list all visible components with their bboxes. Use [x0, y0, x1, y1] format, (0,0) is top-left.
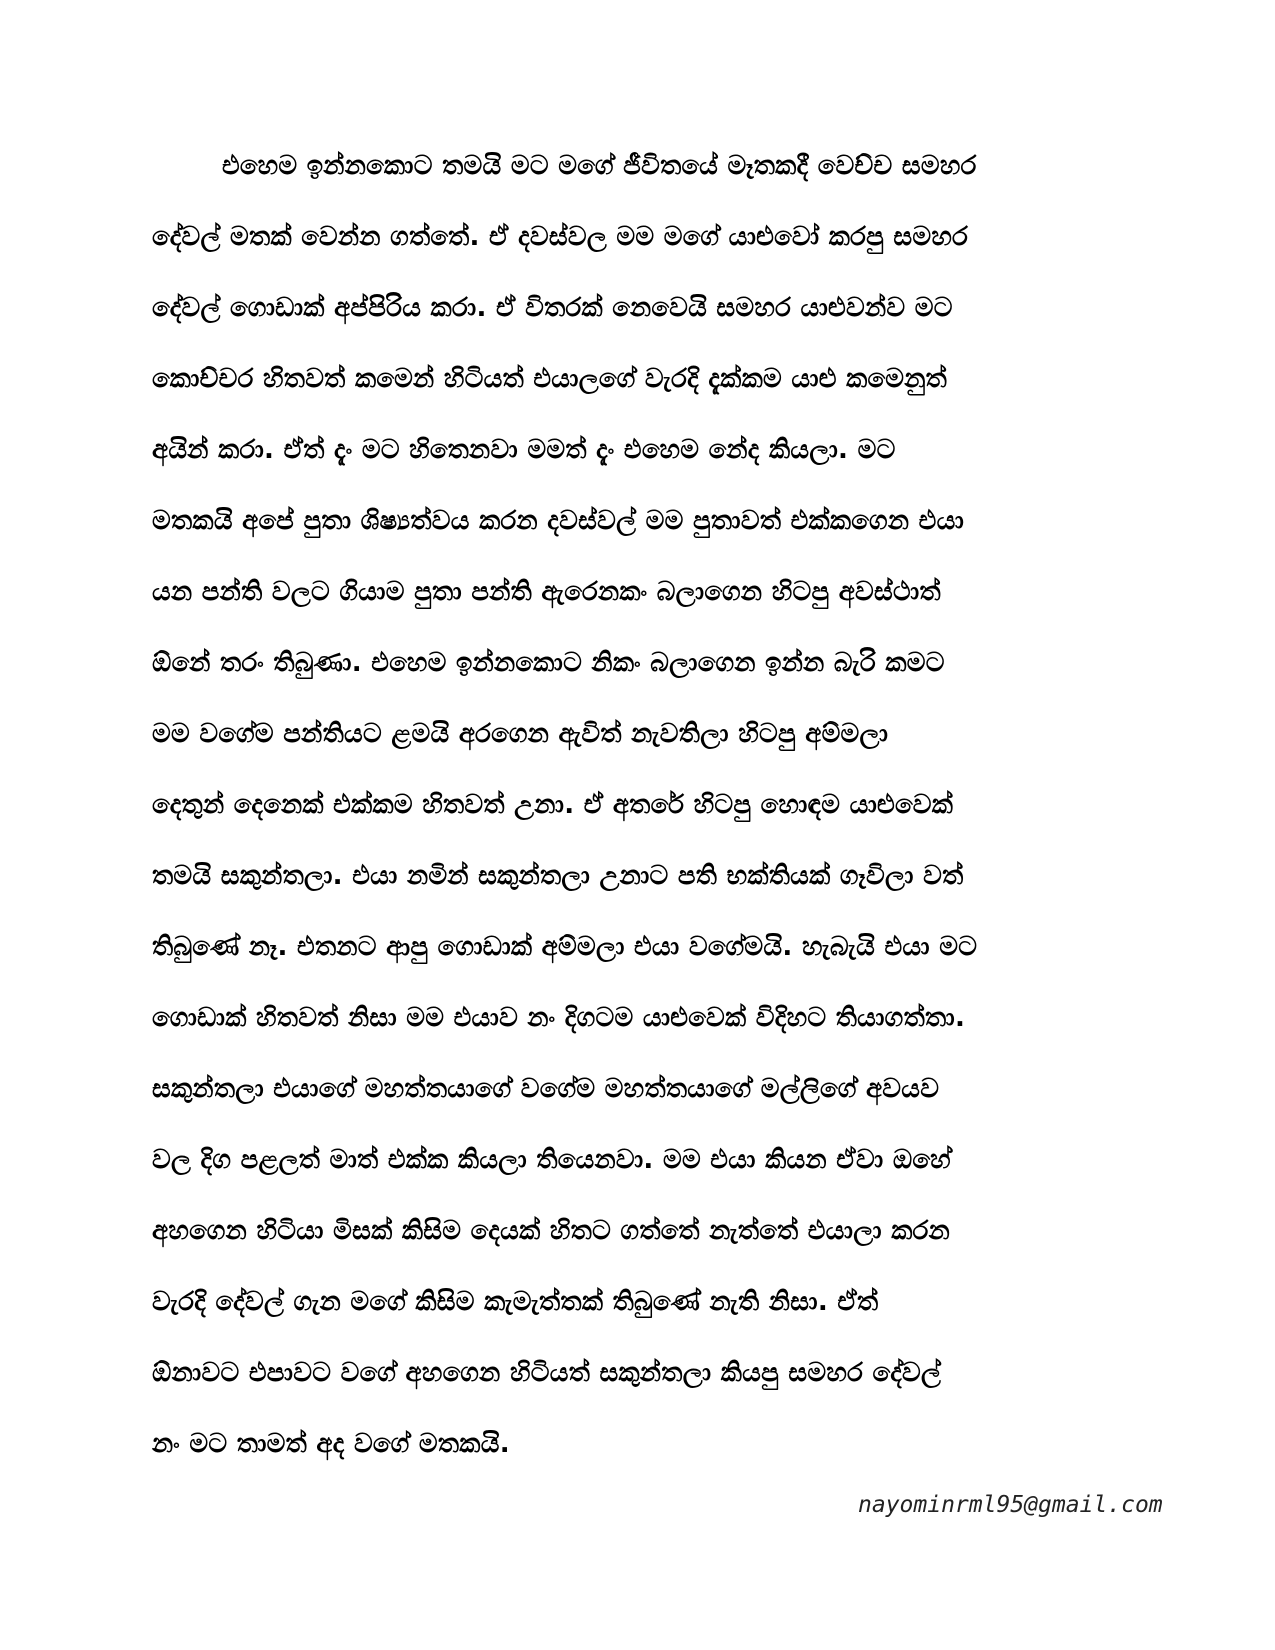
text-line: තමයි සකුන්තලා. එයා නමින් සකුන්තලා උනාට පති භක්තියක් ගෑවිලා වත් [152, 861, 964, 891]
text-line: ඕනේ තරං තිබුණා. එහෙම ඉන්නකොට නිකං බලාගෙන ඉන්න බැරි කමට [152, 648, 945, 678]
text-line: කොච්චර හිතවත් කමෙන් හිටියත් එයාලගේ වැරදි දැක්කම යාළු කමෙනුත් [152, 364, 948, 394]
text-line: දේවල් ගොඩාක් අප්පිරිය කරා. ඒ විතරක් නෙවෙයි සමහර යාළුවන්ව මට [152, 293, 953, 323]
text-line: අයින් කරා. ඒත් දැං මට හිතෙනවා මමත් දැං එහෙම නේද කියලා. මට [152, 435, 896, 465]
footer-email: nayominrml95@gmail.com [858, 1492, 1163, 1518]
text-line: වැරදි දේවල් ගැන මගේ කිසිම කැමැත්තක් තිබුණේ නැති නිසා. ඒත් [152, 1287, 879, 1317]
body-paragraph [152, 148, 1132, 1497]
text-line: දෙතුන් දෙනෙක් එක්කම හිතවත් උනා. ඒ අතරේ හිටපු හොඳම යාළුවෙක් [152, 790, 954, 820]
text-line: ඕනාවට එපාවට වගේ අහගෙන හිටියත් සකුන්තලා කියපු සමහර දේවල් [152, 1358, 942, 1388]
text-line: මතකයි අපේ පුතා ශිෂ්‍යත්වය කරන දවස්වල් මම පුතාවත් එක්කගෙන එයා [152, 506, 965, 536]
text-line: එහෙම ඉන්නකොට තමයි මට මගේ ජීවිතයේ මෑතකදී වෙච්ච සමහර [222, 151, 977, 181]
text-line: වල දිග පළලත් මාත් එක්ක කියලා තියෙනවා. මම එයා කියන ඒවා ඔහේ [152, 1145, 951, 1175]
text-line: තිබුණේ නෑ. එතනට ආපු ගොඩාක් අම්මලා එයා වගේමයි. හැබැයි එයා මට [152, 932, 978, 962]
text-line: දේවල් මතක් වෙන්න ගත්තේ. ඒ දවස්වල මම මගේ යාළුවෝ කරපු සමහර [152, 222, 969, 252]
text-line: ගොඩාක් හිතවත් නිසා මම එයාව නං දිගටම යාළුවෙක් විදිහට තියාගත්තා. [152, 1003, 966, 1033]
text-line: මම වගේම පන්තියට ළමයි අරගෙන ඇවිත් නැවතිලා හිටපු අම්මලා [152, 719, 889, 749]
text-line: අහගෙන හිටියා මිසක් කිසිම දෙයක් හිතට ගත්තේ නැත්තේ එයාලා කරන [152, 1216, 951, 1246]
text-line: යන පන්ති වලට ගියාම පුතා පන්ති ඇරෙනකං බලාගෙන හිටපු අවස්ථාත් [152, 577, 941, 607]
text-line: සකුන්තලා එයාගේ මහත්තයාගේ වගේම මහත්තයාගේ මල්ලිගේ අවයව [152, 1074, 940, 1104]
text-line: නං මට තාමත් අද වගේ මතකයි. [152, 1429, 510, 1459]
